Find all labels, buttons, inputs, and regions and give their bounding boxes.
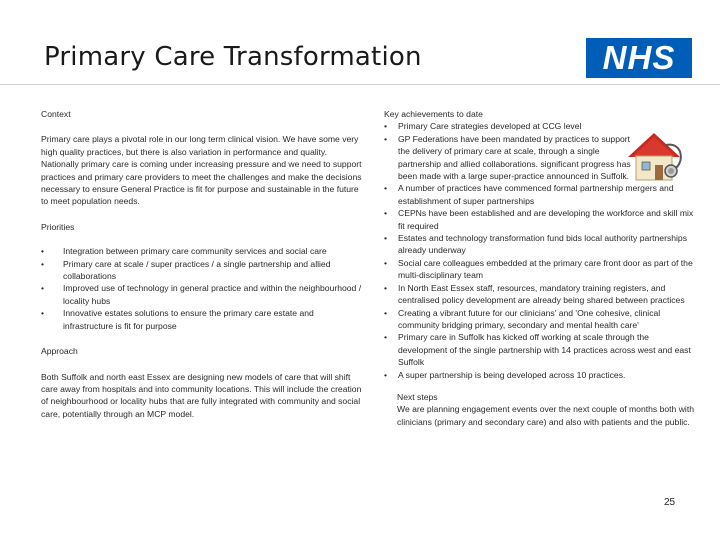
bullet-icon: • [41,258,45,269]
list-item: • Primary care in Suffolk has kicked off working at scale through the development of the single partnership with 14 practices across west and east Suffolk [384,332,691,368]
bullet-icon: • [384,208,388,219]
bullet-icon: • [384,282,388,293]
list-item: • Integration between primary care community services and social care [41,246,327,257]
bullet-icon: • [41,308,45,319]
bullet-icon: • [384,257,388,268]
list-item: • Primary care at scale / super practices / a single partnership and allied collaborations [41,258,331,282]
approach-heading: Approach [41,346,78,357]
next-steps-heading: Next steps [397,391,438,402]
list-item: • GP Federations have been mandated by practices to support the delivery of primary care at scale, through a single partnership and allied collaborations. significant progress has been made with a large super-practice announced in Suffolk. [384,133,631,182]
list-item: • Creating a vibrant future for our clinicians' and 'One cohesive, clinical community bridging primary, secondary and mental health care' [384,307,661,330]
list-item: • Improved use of technology in general practice and within the neighbourhood / locality hubs [41,283,362,306]
list-item: • Social care colleagues embedded at the primary care front door as part of the multi-disciplinary team [384,257,693,281]
slide-title: Primary Care Transformation [44,42,422,72]
bullet-icon: • [384,307,388,318]
list-item: • Primary Care strategies developed at CCG level [384,121,582,132]
priorities-heading: Priorities [41,221,75,232]
bullet-icon: • [384,133,388,144]
list-item: • CEPNs have been established and are developing the workforce and skill mix fit required [384,208,694,231]
nhs-logo: NHS [586,38,692,78]
next-steps-section [384,391,696,428]
bullet-icon: • [384,369,388,380]
list-item: • In North East Essex staff, resources, mandatory training registers, and centralised policy development are already being shared between practices [384,282,685,306]
bullet-icon: • [384,233,388,244]
next-steps-text: We are planning engagement events over the next couple of months both with clinicians (primary and secondary care) and also with patients and the public. [397,404,694,427]
list-item: • A super partnership is being developed across 10 practices. [384,369,626,380]
context-text: Primary care plays a pivotal role in our long term clinical vision. We have some very high quality practices, but there is also variation in performance and quality. Nationally primary care is coming under increasing pressure and we need to support practices and primary care providers to meet the challenges and make the decisions necessary to ensure General Practice is fit for purpose and sustainable in the future to meet population needs. [41,134,362,207]
page-number: 25 [664,497,676,508]
bullet-icon: • [384,332,388,343]
list-item: • Innovative estates solutions to ensure the primary care estate and infrastructure is fit for purpose [41,308,314,331]
context-heading: Context [41,109,71,119]
bullet-icon: • [384,121,388,132]
bullet-icon: • [41,246,45,257]
bullet-icon: • [384,183,388,194]
left-column [41,108,363,420]
house-with-stethoscope-icon [624,127,686,185]
achievements-heading: Key achievements to date [384,109,483,119]
list-item: • Estates and technology transformation fund bids local authority partnerships already underway [384,233,688,256]
approach-text: Both Suffolk and north east Essex are designing new models of care that will shift care away from hospitals and into community locations. This will include the creation of neighbourhood or locality hubs that are fully integrated with community and social care, potentially through an MCP model. [41,371,362,419]
title-divider [0,84,720,85]
priorities-list [41,245,363,332]
bullet-icon: • [41,283,45,294]
list-item: • A number of practices have commenced formal partnership mergers and establishment of super partnerships [384,183,674,206]
